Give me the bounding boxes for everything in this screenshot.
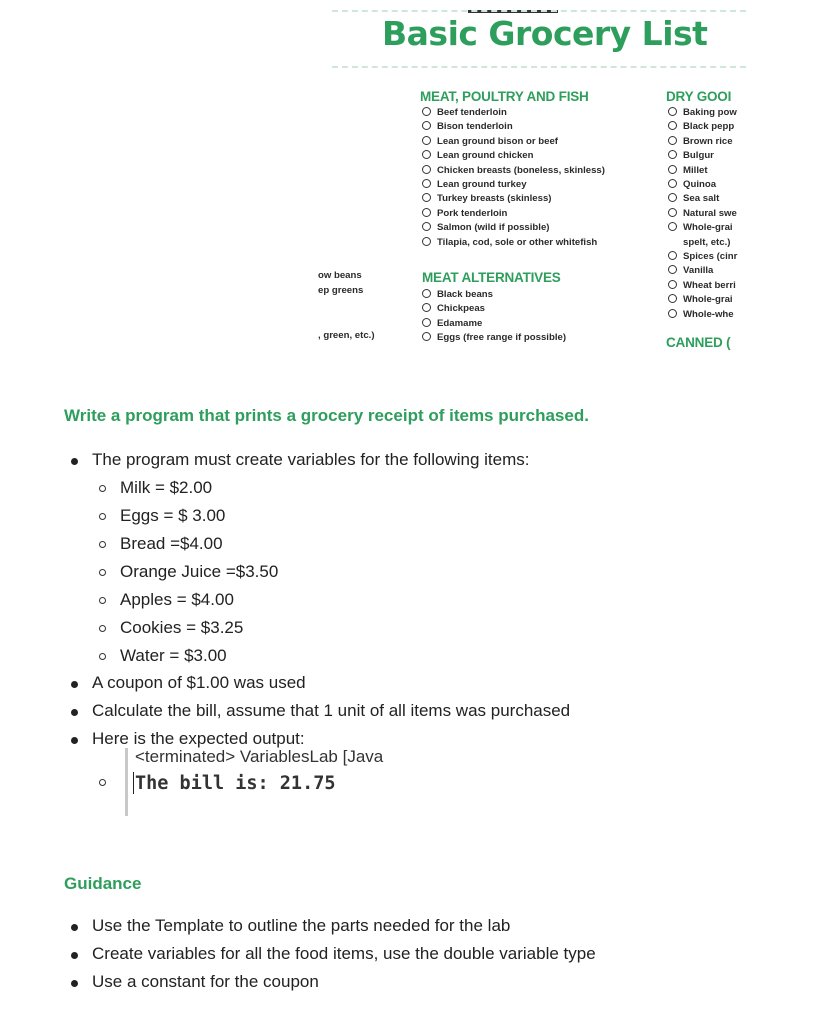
list-item: Spices (cinr — [668, 250, 737, 264]
list-item: Black beans — [422, 288, 566, 302]
list-item: Pork tenderloin — [422, 207, 605, 221]
alt-heading: MEAT ALTERNATIVES — [422, 270, 561, 285]
console-bill-line: The bill is: 21.75 — [135, 773, 336, 794]
console-output — [125, 744, 445, 816]
list-item: Salmon (wild if possible) — [422, 221, 605, 235]
list-item: Tilapia, cod, sole or other whitefish — [422, 236, 605, 250]
dashed-divider-bottom — [332, 66, 746, 68]
item-water: Water = $3.00 — [120, 646, 227, 665]
list-item: Vanilla — [668, 264, 737, 278]
cropped-text: , green, etc.) — [318, 330, 375, 341]
item-cookies: Cookies = $3.25 — [120, 618, 244, 637]
bullet-expected-output: Here is the expected output: — [92, 729, 305, 748]
console-gutter — [125, 748, 128, 816]
meat-heading: MEAT, POULTRY AND FISH — [420, 89, 589, 104]
list-item: Chickpeas — [422, 302, 566, 316]
item-apples: Apples = $4.00 — [120, 590, 234, 609]
bullet-coupon: A coupon of $1.00 was used — [92, 673, 306, 692]
cropped-text: ep greens — [318, 285, 364, 296]
dry-list — [668, 106, 737, 322]
list-item: Lean ground chicken — [422, 149, 605, 163]
list-item: Beef tenderloin — [422, 106, 605, 120]
list-item: Edamame — [422, 317, 566, 331]
list-item: Chicken breasts (boneless, skinless) — [422, 164, 605, 178]
list-item: Black pepp — [668, 120, 737, 134]
bullet-calculate: Calculate the bill, assume that 1 unit of all items was purchased — [92, 701, 571, 720]
list-item: Bison tenderloin — [422, 120, 605, 134]
text-cursor — [133, 772, 134, 794]
item-eggs: Eggs = $ 3.00 — [120, 506, 226, 525]
list-item: Lean ground turkey — [422, 178, 605, 192]
item-orange-juice: Orange Juice =$3.50 — [120, 562, 279, 581]
canned-heading: CANNED ( — [666, 335, 731, 350]
list-item: Lean ground bison or beef — [422, 135, 605, 149]
guidance-heading: Guidance — [64, 874, 142, 893]
list-item: Whole-grai — [668, 221, 737, 235]
list-item: Quinoa — [668, 178, 737, 192]
list-item: Sea salt — [668, 192, 737, 206]
grocery-list-image — [318, 0, 746, 352]
list-item-continuation: spelt, etc.) — [683, 236, 731, 248]
bullet-variables: The program must create variables for the following items: — [92, 450, 530, 469]
assignment-heading: Write a program that prints a grocery receipt of items purchased. — [64, 406, 589, 425]
list-item: Bulgur — [668, 149, 737, 163]
cropped-text: ow beans — [318, 270, 362, 281]
guidance-item-template: Use the Template to outline the parts needed for the lab — [92, 916, 511, 935]
item-bread: Bread =$4.00 — [120, 534, 223, 553]
list-item: Millet — [668, 164, 737, 178]
list-item: Natural swe — [668, 207, 737, 221]
alt-list — [422, 288, 566, 346]
guidance-item-variables: Create variables for all the food items, use the double variable type — [92, 944, 596, 963]
list-item: Turkey breasts (skinless) — [422, 192, 605, 206]
list-item: Baking pow — [668, 106, 737, 120]
grocery-list-title: Basic Grocery List — [382, 14, 708, 53]
list-item: Whole-whe — [668, 308, 737, 322]
dry-heading: DRY GOOI — [666, 89, 732, 104]
list-item: Brown rice — [668, 135, 737, 149]
dashed-divider-top — [332, 10, 746, 12]
console-terminated-line: <terminated> VariablesLab [Java — [135, 747, 384, 766]
guidance-item-constant: Use a constant for the coupon — [92, 972, 319, 991]
list-item: Wheat berri — [668, 279, 737, 293]
list-item: Eggs (free range if possible) — [422, 331, 566, 345]
meat-list — [422, 106, 605, 250]
list-item: Whole-grai — [668, 293, 737, 307]
item-milk: Milk = $2.00 — [120, 478, 213, 497]
